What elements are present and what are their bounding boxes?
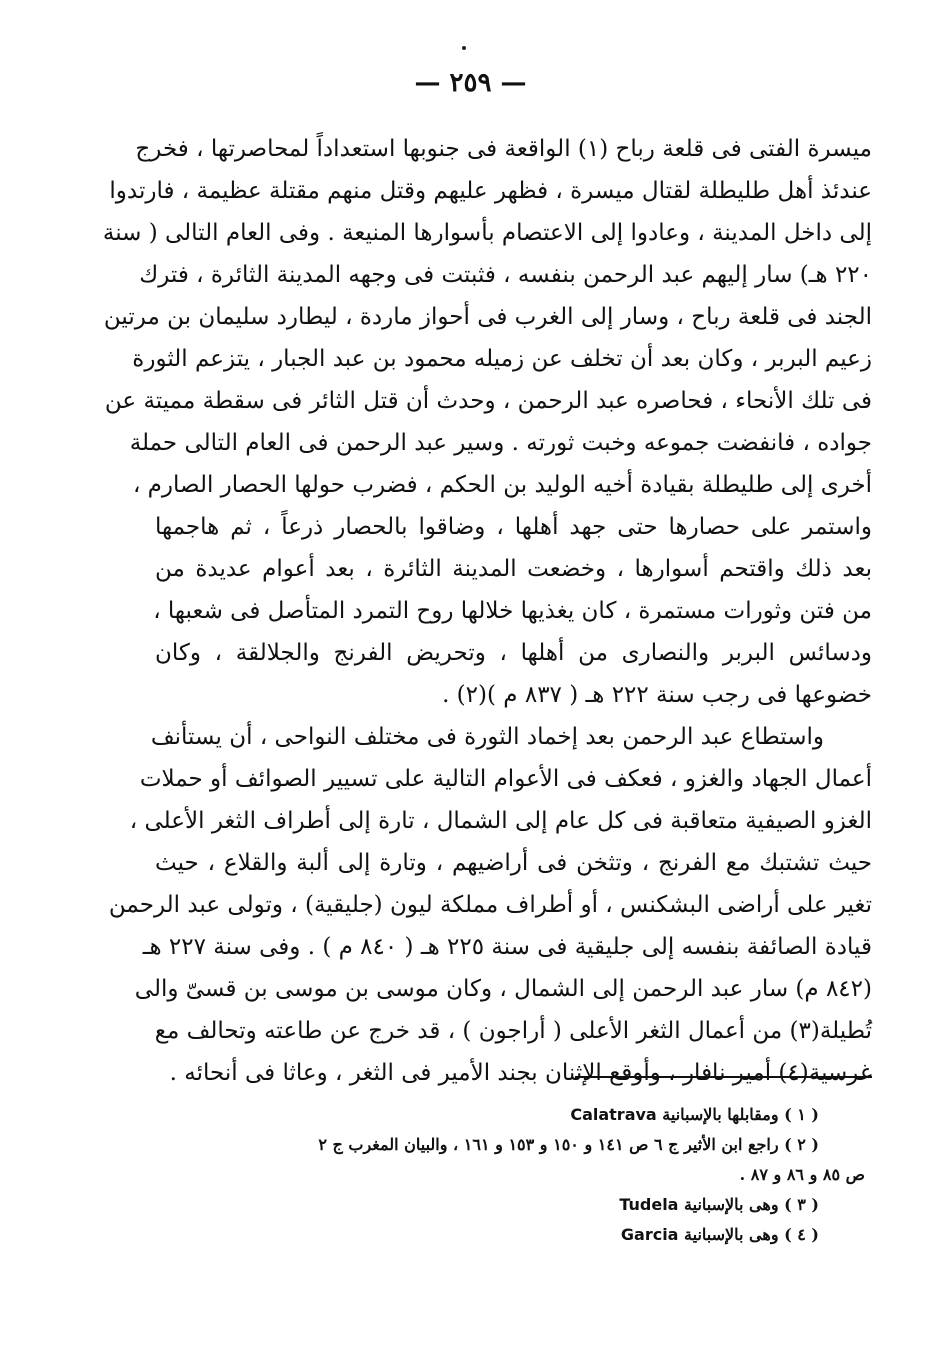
text-line: الجند فى قلعة رباح ، وسار إلى الغرب فى أحواز ماردة ، ليطارد سليمان بن مرتين: [103, 304, 872, 330]
text-line: جواده ، فانفضت جموعه وخبت ثورته . وسير عبد الرحمن فى العام التالى حملة: [129, 430, 872, 456]
text-line: واستطاع عبد الرحمن بعد إخماد الثورة فى مختلف النواحى ، أن يستأنف: [150, 724, 824, 750]
footnote-latin-term: Garcia: [620, 1225, 679, 1244]
footnote: [150, 1220, 865, 1250]
text-line: ٢٢٠ هـ) سار إليهم عبد الرحمن بنفسه ، فثبتت فى وجهه المدينة الثائرة ، فترك: [139, 262, 872, 288]
text-line: ودسائس البربر والنصارى من أهلها ، وتحريض الفرنج والجلالقة ، وكان: [155, 640, 872, 666]
text-line: تغير على أراضى البشكنس ، أو أطراف مملكة ليون (جليقية) ، وتولى عبد الرحمن: [108, 892, 872, 918]
text-line: عندئذ أهل طليطلة لقتال ميسرة ، فظهر عليهم وقتل منهم مقتلة عظيمة ، فارتدوا: [109, 178, 872, 204]
text-line: الغزو الصيفية متعاقبة فى كل عام إلى الشمال ، تارة إلى أطراف الثغر الأعلى ،: [129, 808, 872, 834]
footnote: [150, 1190, 865, 1220]
footnote-text: ( ٤ ) وهى بالإسبانية: [678, 1225, 819, 1244]
main-text: [102, 128, 872, 1094]
footnote-text: ( ٣ ) وهى بالإسبانية: [678, 1195, 819, 1214]
text-line: أعمال الجهاد والغزو ، فعكف فى الأعوام التالية على تسيير الصوائف أو حملات: [139, 766, 872, 792]
footnote: [150, 1130, 865, 1160]
text-line: حيث تشتبك مع الفرنج ، وتثخن فى أراضيهم ، وتارة إلى ألبة والقلاع ، حيث: [155, 850, 872, 876]
footnote-latin-term: Tudela: [619, 1195, 679, 1214]
text-line: زعيم البربر ، وكان بعد أن تخلف عن زميله محمود بن عبد الجبار ، يتزعم الثورة: [132, 346, 872, 372]
footnote-separator: [575, 1076, 872, 1078]
ink-dot: [462, 46, 466, 50]
text-line: واستمر على حصارها حتى جهد أهلها ، وضاقوا بالحصار ذرعاً ، ثم هاجمها: [155, 514, 872, 540]
footnote: [150, 1100, 865, 1130]
text-line: تُطيلة(٣) من أعمال الثغر الأعلى ( أراجون ) ، قد خرج عن طاعته وتحالف مع: [154, 1018, 872, 1044]
footnote-latin-term: Calatrava: [570, 1105, 657, 1124]
footnote-text: ( ١ ) ومقابلها بالإسبانية: [656, 1105, 819, 1124]
footnotes: [150, 1100, 865, 1250]
text-line: إلى داخل المدينة ، وعادوا إلى الاعتصام بأسوارها المنيعة . وفى العام التالى ( سنة: [102, 220, 872, 246]
text-line: ميسرة الفتى فى قلعة رباح (١) الواقعة فى جنوبها استعداداً لمحاصرتها ، فخرج: [135, 136, 872, 162]
footnote-text: ( ٢ ) راجع ابن الأثير ج ٦ ص ١٤١ و ١٥٠ و ١٥٣ و ١٦١ ، والبيان المغرب ج ٢: [318, 1135, 819, 1154]
text-line: من فتن وثورات مستمرة ، كان يغذيها خلالها روح التمرد المتأصل فى شعبها ،: [153, 598, 872, 624]
text-line: فى تلك الأنحاء ، فحاصره عبد الرحمن ، وحدث أن قتل الثائر فى سقطة مميتة عن: [104, 388, 872, 414]
page-number: — ٢٥٩ —: [414, 68, 527, 98]
text-line: بعد ذلك واقتحم أسوارها ، وخضعت المدينة الثائرة ، بعد أعوام عديدة من: [155, 556, 872, 582]
text-line: غرسية(٤) أمير نافار ، وأوقع الإثنان بجند الأمير فى الثغر ، وعاثا فى أنحائه .: [169, 1060, 872, 1086]
text-line: قيادة الصائفة بنفسه إلى جليقية فى سنة ٢٢٥ هـ ( ٨٤٠ م ) . وفى سنة ٢٢٧ هـ: [142, 934, 872, 960]
text-line: أخرى إلى طليطلة بقيادة أخيه الوليد بن الحكم ، فضرب حولها الحصار الصارم ،: [132, 472, 872, 498]
footnote-text: ص ٨٥ و ٨٦ و ٨٧ .: [739, 1165, 865, 1184]
footnote: [150, 1160, 865, 1190]
text-line: (٨٤٢ م) سار عبد الرحمن إلى الشمال ، وكان موسى بن موسى بن قسىّ والى: [134, 976, 872, 1002]
text-line: خضوعها فى رجب سنة ٢٢٢ هـ ( ٨٣٧ م )(٢) .: [442, 682, 872, 708]
